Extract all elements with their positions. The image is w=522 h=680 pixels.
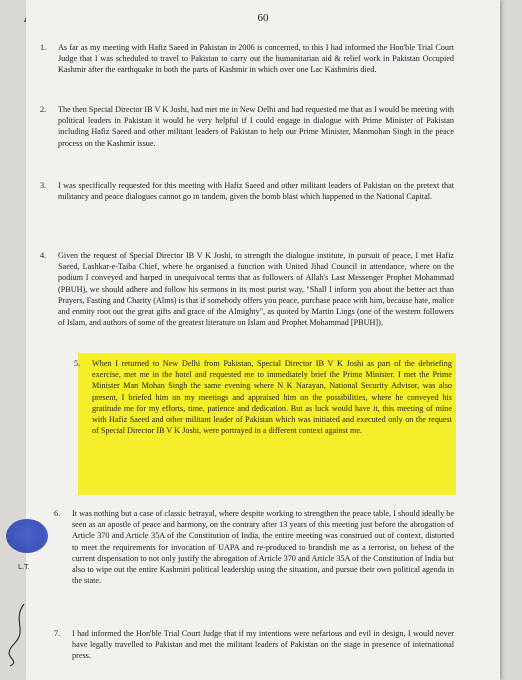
paragraph-text: I was specifically requested for this meeting with Hafiz Saeed and other militant leaders of Pakistan on the pretext that militancy and peace dialogues cannot go in tandem, given the bomb blast which happened in the National Capital. (58, 181, 454, 202)
paragraph-5 (74, 358, 452, 436)
paragraph-text: As far as my meeting with Hafiz Saeed in Pakistan in 2006 is concerned, to this I had informed the Hon'ble Trial Court Judge that I was scheduled to travel to Pakistan to carry out the humanitarian aid & relief work in Pakistan Occupied Kashmir after the earthquake in both the parts of Kashmir in which over one Lac Kashmiris died. (58, 43, 454, 75)
paragraph-number: 7. (54, 629, 61, 638)
paragraph-2 (40, 104, 455, 149)
page-number: 60 (257, 12, 269, 24)
paragraph-1 (40, 42, 454, 76)
paragraph-6 (54, 508, 454, 586)
paragraph-text: Given the request of Special Director IB V K Joshi, to strength the dialogue institute, in pursuit of peace, I met Hafiz Saeed, Lashkar-e-Taiba Chief, where he organised a function with United Jihad Council in attendance, where on the podium I conveyed and harped in unequivocal terms that as followers of Allah's Last Messenger Prophet Mohammad (PBUH), we should adhere and follow his sermons in its most purist way, "Shall I inform you about the better act than Prayers, Fasting and Charity (Alms) is that if somebody offers you peace, purchase peace with him, because hate, malice and enmity root out the great gifts and grace of the Almighty", as quoted by Martin Lings (one of the western followers of Islam, and authors of some of the greatest literature on Islam and Prophet Mohammad [PBUH]). (58, 251, 454, 328)
paragraph-number: 5. (74, 359, 81, 368)
paragraph-text: It was nothing but a case of classic betrayal, where despite working to strengthen the peace table, I should ideally be seen as an apostle of peace and harmony, on the contrary after 13 years of this meeting just before the abrogation of Article 370 and Article 35A of the Constitution of India, the entire meeting was construed out of context, distorted to meet the requirements for invocation of UAPA and re-produced to brandish me as a terrorist, on behest of the current dispensation to not only justify the abrogation of Article 370 and Article 35A of the Constitution of India but also to wipe out the entire Kashmiri political leadership using the situation, and pursue their own political agenda in the state. (72, 509, 454, 586)
paragraph-number: 3. (40, 181, 47, 190)
ink-blot-mark (6, 519, 48, 553)
paragraph-number: 1. (40, 43, 47, 52)
paragraph-text: When I returned to New Delhi from Pakistan, Special Director IB V K Joshi as part of the debriefing exercise, met me in the hotel and requested me to immediately brief the Prime Minister. I met the Prime Minister Man Mohan Singh the same evening where N K Narayan, National Security Advisor, was also present, I briefed him on my meetings and appraised him on the possibilities, where he conveyed his gratitude me for my efforts, time, patience and dedication. But as luck would have it, this meeting of mine with Hafiz Saeed and other militant leader of Pakistan which was initiated and executed only on the request of Special Director IB V K Joshi, were portrayed in a different context against me. (92, 359, 452, 436)
handwritten-initials: L.T. (18, 563, 30, 571)
paragraph-4 (40, 250, 454, 328)
paragraph-text: The then Special Director IB V K Joshi, had met me in New Delhi and had requested me that as I would be meeting with political leaders in Pakistan it would be very helpful if I could engage in dialogue with Prime Minister of Pakistan including Hafiz Saeed and other militant leaders of Pakistan to help our Prime Minister, Manmohan Singh in the peace process on the Kashmir issue. (58, 105, 455, 148)
paragraph-number: 2. (40, 105, 47, 114)
paragraph-3 (40, 180, 454, 202)
paragraph-text: I had informed the Hon'ble Trial Court Judge that if my intentions were nefarious and evil in design, I would never have legally travelled to Pakistan and met the militant leaders of Pakistan on the stage in presence of international press. (72, 629, 454, 661)
paragraph-number: 4. (40, 251, 47, 260)
paragraph-7 (54, 628, 454, 662)
pen-scribble (2, 600, 32, 670)
paragraph-number: 6. (54, 509, 61, 518)
